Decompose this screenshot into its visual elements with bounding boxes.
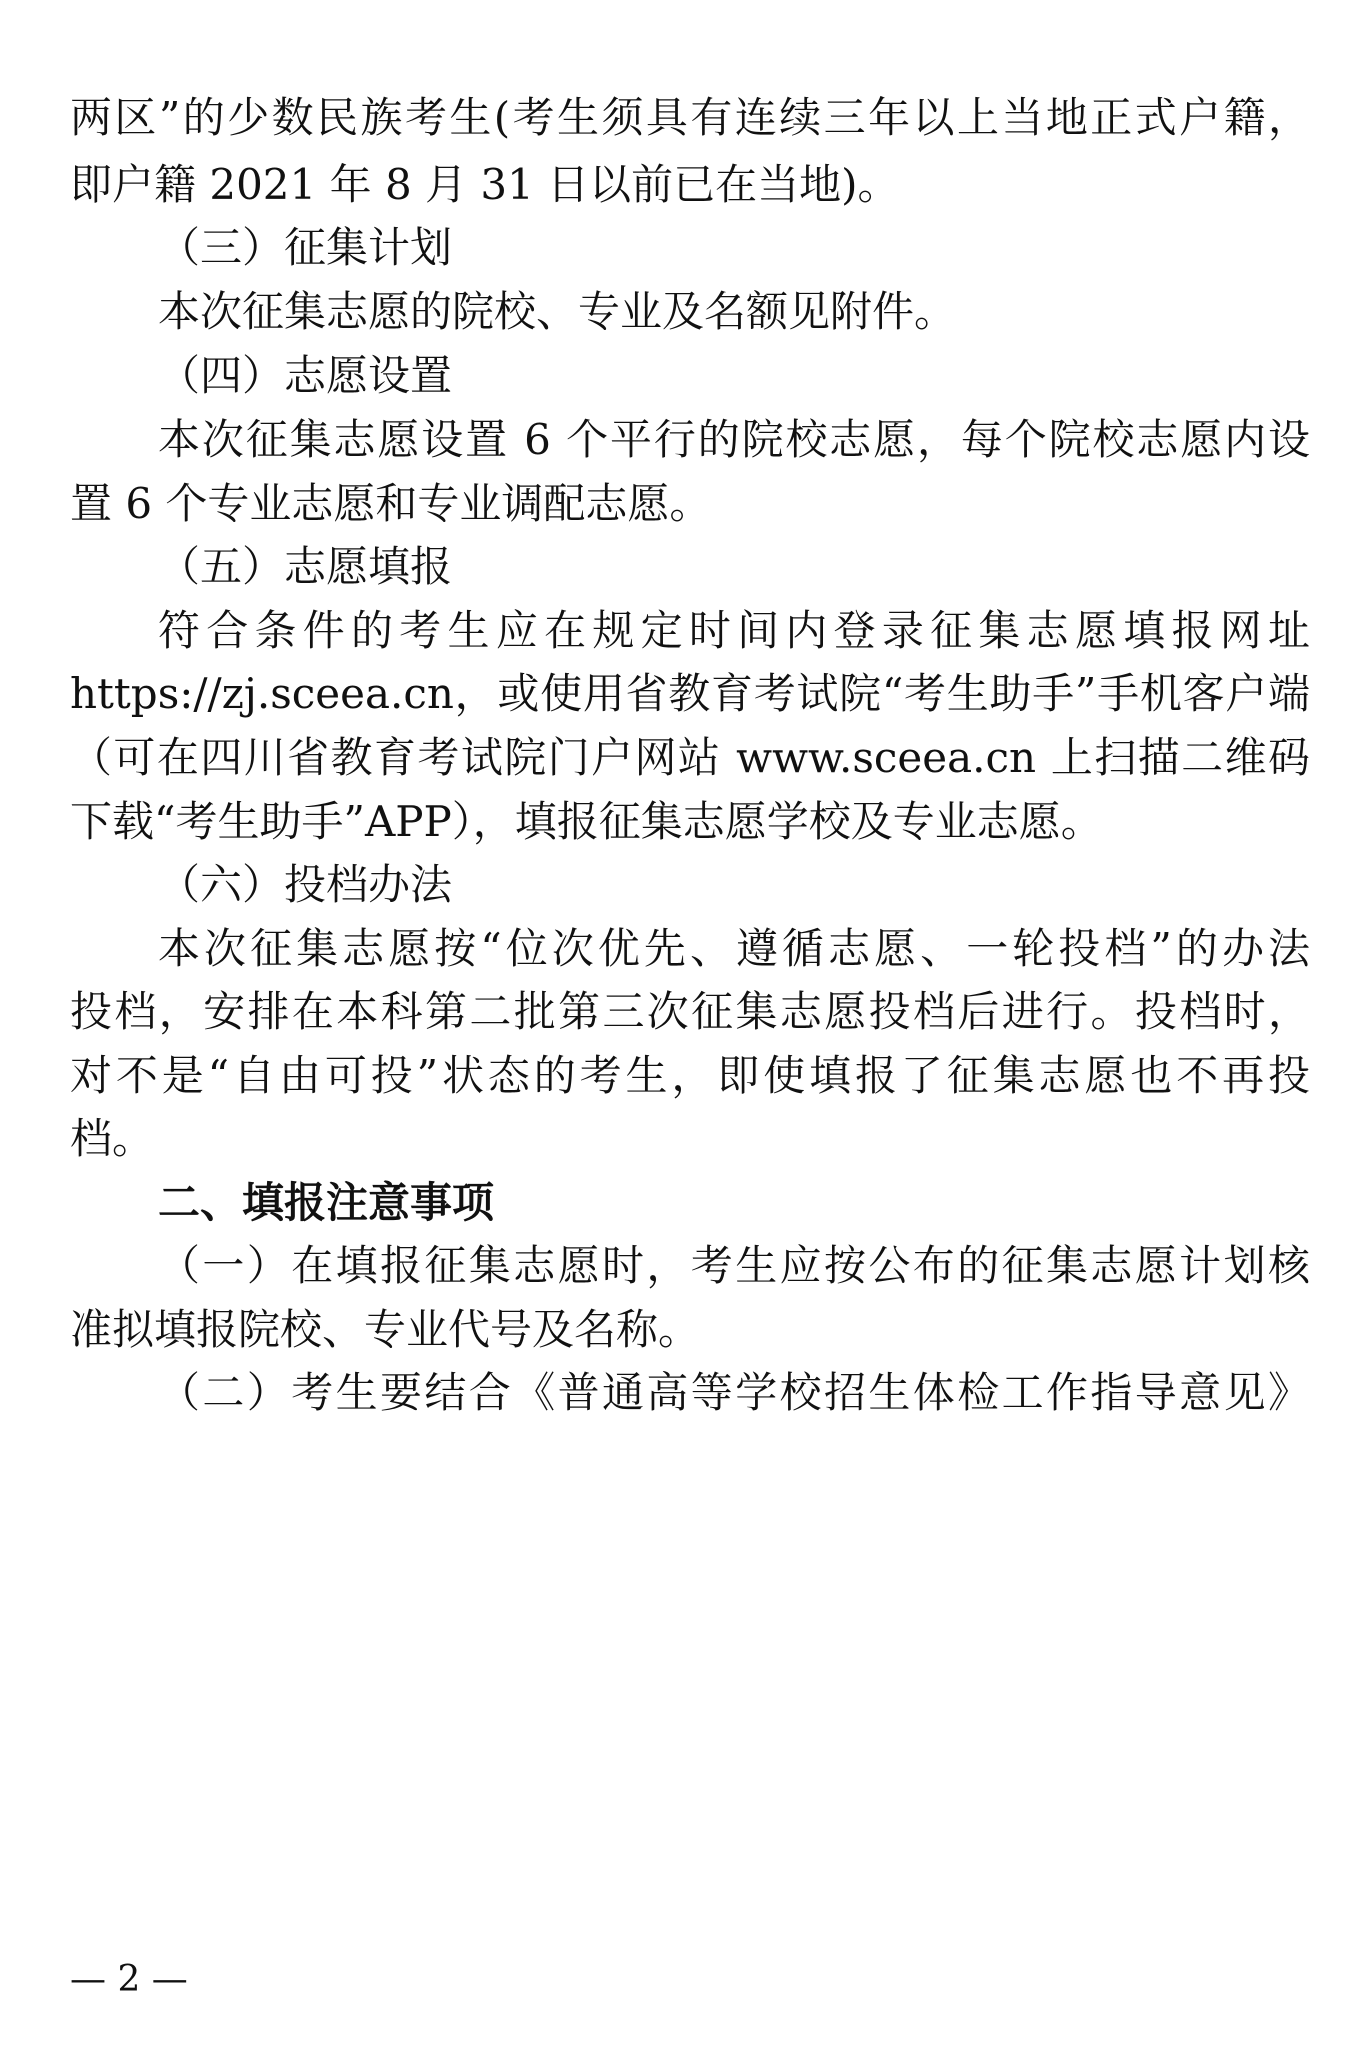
text-line-15: 投档，安排在本科第二批第三次征集志愿投档后进行。投档时， [70, 987, 1310, 1036]
text-line-7: 置 6 个专业志愿和专业调配志愿。 [70, 479, 712, 528]
text-line-16: 对不是“自由可投”状态的考生，即使填报了征集志愿也不再投 [70, 1051, 1310, 1100]
subsection-heading-4: （四）志愿设置 [158, 351, 453, 400]
text-line-10: https://zj.sceea.cn，或使用省教育考试院“考生助手”手机客户端 [70, 669, 1310, 718]
text-line-17: 档。 [70, 1114, 155, 1163]
subsection-heading-3: （三）征集计划 [158, 223, 453, 272]
text-line-14: 本次征集志愿按“位次优先、遵循志愿、一轮投档”的办法 [158, 924, 1310, 973]
text-line-6: 本次征集志愿设置 6 个平行的院校志愿，每个院校志愿内设 [158, 415, 1310, 464]
text-line-20: 准拟填报院校、专业代号及名称。 [70, 1305, 701, 1354]
subsection-heading-5: （五）志愿填报 [158, 542, 453, 591]
text-line-9: 符合条件的考生应在规定时间内登录征集志愿填报网址 [158, 606, 1310, 655]
text-line-19: （一）在填报征集志愿时，考生应按公布的征集志愿计划核 [158, 1241, 1310, 1290]
text-line-21: （二）考生要结合《普通高等学校招生体检工作指导意见》 [158, 1368, 1310, 1417]
text-line-1: 两区”的少数民族考生(考生须具有连续三年以上当地正式户籍， [70, 93, 1310, 142]
page-number: — 2 — [70, 1959, 188, 2000]
text-line-2: 即户籍 2021 年 8 月 31 日以前已在当地)。 [70, 160, 900, 209]
text-line-11: （可在四川省教育考试院门户网站 www.sceea.cn 上扫描二维码 [70, 733, 1310, 782]
subsection-heading-6: （六）投档办法 [158, 860, 453, 909]
text-line-4: 本次征集志愿的院校、专业及名额见附件。 [158, 287, 957, 336]
text-line-12: 下载“考生助手”APP），填报征集志愿学校及专业志愿。 [70, 797, 1103, 846]
section-heading-2: 二、填报注意事项 [158, 1178, 495, 1227]
